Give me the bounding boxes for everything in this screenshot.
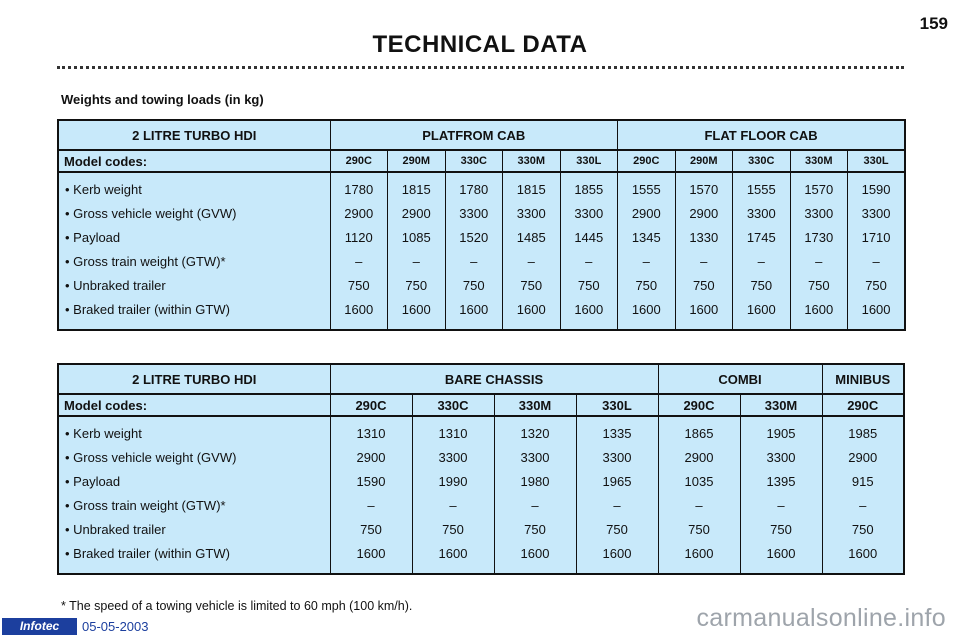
- table-cell: –: [733, 249, 791, 273]
- table-cell: –: [330, 493, 412, 517]
- table-cell: 1745: [733, 225, 791, 249]
- print-date: 05-05-2003: [82, 619, 149, 634]
- table-cell: 1520: [445, 225, 503, 249]
- table-cell: –: [658, 493, 740, 517]
- table-cell: 2900: [330, 445, 412, 469]
- table-row: [58, 517, 904, 541]
- table-cell: 1710: [848, 225, 906, 249]
- row-label: • Gross train weight (GTW)*: [65, 497, 226, 513]
- table-cell: 2900: [675, 201, 733, 225]
- table-cell: 1600: [560, 297, 618, 330]
- table-cell: 1335: [576, 416, 658, 445]
- table-cell: 750: [733, 273, 791, 297]
- brand-logo: Infotec: [2, 618, 77, 635]
- table-cell: 2900: [618, 201, 676, 225]
- table-cell: 1855: [560, 172, 618, 201]
- table-cell: –: [494, 493, 576, 517]
- table-cell: 1865: [658, 416, 740, 445]
- model-code: 290C: [618, 150, 676, 172]
- model-code: 330C: [412, 394, 494, 416]
- table-cell: 750: [330, 273, 388, 297]
- model-codes-label: Model codes:: [58, 150, 330, 172]
- model-code: 330C: [445, 150, 503, 172]
- table-cell: 3300: [412, 445, 494, 469]
- table-row: [58, 225, 905, 249]
- table-cell: 750: [658, 517, 740, 541]
- table-cell: 3300: [576, 445, 658, 469]
- table-cell: 1965: [576, 469, 658, 493]
- table-cell: 1600: [822, 541, 904, 574]
- table-cell: 1600: [388, 297, 446, 330]
- footnote: * The speed of a towing vehicle is limited to 60 mph (100 km/h).: [61, 599, 413, 613]
- row-label: • Unbraked trailer: [65, 521, 166, 537]
- table-cell: 1330: [675, 225, 733, 249]
- table-cell: 1570: [675, 172, 733, 201]
- table-cell: 750: [675, 273, 733, 297]
- table-cell: 1600: [503, 297, 561, 330]
- model-code: 290C: [822, 394, 904, 416]
- table-cell: 750: [412, 517, 494, 541]
- table-cell: 1730: [790, 225, 848, 249]
- table-cell: 1600: [848, 297, 906, 330]
- table-row: [58, 249, 905, 273]
- table-row: [58, 273, 905, 297]
- model-code: 290C: [330, 150, 388, 172]
- model-code: 290C: [658, 394, 740, 416]
- section-heading: Weights and towing loads (in kg): [61, 92, 264, 107]
- row-label: • Braked trailer (within GTW): [65, 545, 230, 561]
- table-cell: 1570: [790, 172, 848, 201]
- group-header-bare-chassis: BARE CHASSIS: [330, 364, 658, 394]
- table-cell: 3300: [560, 201, 618, 225]
- table-cell: 1600: [445, 297, 503, 330]
- model-code: 290M: [388, 150, 446, 172]
- table-cell: 1600: [675, 297, 733, 330]
- table-cell: 1990: [412, 469, 494, 493]
- table-cell: 750: [330, 517, 412, 541]
- table-cell: 1035: [658, 469, 740, 493]
- weights-table-cab: [57, 119, 906, 331]
- weights-table-chassis: [57, 363, 905, 575]
- page-number: 159: [919, 14, 948, 33]
- table-cell: 750: [790, 273, 848, 297]
- table-cell: 1320: [494, 416, 576, 445]
- table-cell: 3300: [848, 201, 906, 225]
- table-cell: 1980: [494, 469, 576, 493]
- model-code: 330C: [733, 150, 791, 172]
- table-cell: 750: [503, 273, 561, 297]
- table-cell: 1445: [560, 225, 618, 249]
- table-cell: 3300: [503, 201, 561, 225]
- table-cell: 750: [576, 517, 658, 541]
- row-label: • Kerb weight: [65, 181, 142, 197]
- table-row: [58, 201, 905, 225]
- table-cell: 1120: [330, 225, 388, 249]
- model-code: 330M: [494, 394, 576, 416]
- table-cell: 750: [740, 517, 822, 541]
- table-cell: –: [412, 493, 494, 517]
- table-cell: –: [388, 249, 446, 273]
- table-cell: –: [330, 249, 388, 273]
- table-cell: –: [848, 249, 906, 273]
- table-cell: –: [503, 249, 561, 273]
- table-header-row: [58, 364, 904, 394]
- table-cell: 750: [560, 273, 618, 297]
- row-label: • Gross train weight (GTW)*: [65, 253, 226, 269]
- table-cell: 750: [388, 273, 446, 297]
- table-cell: 2900: [822, 445, 904, 469]
- table-cell: 3300: [494, 445, 576, 469]
- table-cell: 3300: [790, 201, 848, 225]
- group-header-flat-floor-cab: FLAT FLOOR CAB: [618, 120, 906, 150]
- table-cell: 1600: [658, 541, 740, 574]
- table-cell: 750: [618, 273, 676, 297]
- table-cell: 1310: [330, 416, 412, 445]
- model-code: 330M: [740, 394, 822, 416]
- table-cell: 1310: [412, 416, 494, 445]
- table-row: [58, 469, 904, 493]
- row-label: • Payload: [65, 229, 121, 245]
- table-cell: –: [675, 249, 733, 273]
- table-row: [58, 445, 904, 469]
- table-cell: 1345: [618, 225, 676, 249]
- table-cell: 1780: [330, 172, 388, 201]
- row-label: • Unbraked trailer: [65, 277, 166, 293]
- table-cell: 750: [494, 517, 576, 541]
- model-codes-row: [58, 150, 905, 172]
- table-cell: –: [740, 493, 822, 517]
- table-cell: 1600: [330, 297, 388, 330]
- table-cell: 1600: [412, 541, 494, 574]
- table-cell: 3300: [445, 201, 503, 225]
- page-title: TECHNICAL DATA: [372, 31, 588, 58]
- table-cell: 915: [822, 469, 904, 493]
- table-cell: 1085: [388, 225, 446, 249]
- model-codes-label: Model codes:: [58, 394, 330, 416]
- group-header-platform-cab: PLATFROM CAB: [330, 120, 618, 150]
- table-cell: 3300: [740, 445, 822, 469]
- table-cell: 2900: [658, 445, 740, 469]
- table-cell: 1600: [330, 541, 412, 574]
- model-code: 330M: [790, 150, 848, 172]
- table-cell: 1905: [740, 416, 822, 445]
- table-cell: 750: [822, 517, 904, 541]
- row-label: • Braked trailer (within GTW): [65, 301, 230, 317]
- model-code: 290M: [675, 150, 733, 172]
- table-cell: 1600: [576, 541, 658, 574]
- table-row: [58, 416, 904, 445]
- table-cell: 1600: [790, 297, 848, 330]
- table-cell: –: [618, 249, 676, 273]
- title-dotted-rule: [57, 66, 904, 69]
- table-cell: 1815: [503, 172, 561, 201]
- row-label: • Gross vehicle weight (GVW): [65, 205, 237, 221]
- table-row: [58, 541, 904, 574]
- group-header-combi: COMBI: [658, 364, 822, 394]
- table-cell: 1600: [733, 297, 791, 330]
- watermark: carmanualsonline.info: [696, 604, 946, 632]
- table-cell: 2900: [330, 201, 388, 225]
- model-code: 290C: [330, 394, 412, 416]
- table-cell: –: [576, 493, 658, 517]
- model-code: 330L: [576, 394, 658, 416]
- row-label: • Kerb weight: [65, 425, 142, 441]
- table-cell: 1780: [445, 172, 503, 201]
- row-label: • Gross vehicle weight (GVW): [65, 449, 237, 465]
- table-cell: 1600: [494, 541, 576, 574]
- table-cell: 750: [848, 273, 906, 297]
- table-cell: –: [445, 249, 503, 273]
- table-cell: 1600: [618, 297, 676, 330]
- row-label: • Payload: [65, 473, 121, 489]
- table-cell: –: [560, 249, 618, 273]
- table-cell: 1815: [388, 172, 446, 201]
- engine-header: 2 LITRE TURBO HDI: [132, 127, 257, 143]
- model-code: 330M: [503, 150, 561, 172]
- table-cell: 1395: [740, 469, 822, 493]
- table-cell: 1985: [822, 416, 904, 445]
- model-codes-row: [58, 394, 904, 416]
- table-cell: –: [790, 249, 848, 273]
- group-header-minibus: MINIBUS: [822, 364, 904, 394]
- table-cell: 2900: [388, 201, 446, 225]
- engine-header: 2 LITRE TURBO HDI: [132, 371, 257, 387]
- table-cell: 1485: [503, 225, 561, 249]
- table-cell: 3300: [733, 201, 791, 225]
- table-row: [58, 493, 904, 517]
- table-cell: 1590: [848, 172, 906, 201]
- table-cell: 1555: [733, 172, 791, 201]
- table-header-row: [58, 120, 905, 150]
- table-row: [58, 297, 905, 330]
- model-code: 330L: [560, 150, 618, 172]
- model-code: 330L: [848, 150, 906, 172]
- table-cell: 1555: [618, 172, 676, 201]
- table-row: [58, 172, 905, 201]
- table-cell: 1600: [740, 541, 822, 574]
- table-cell: –: [822, 493, 904, 517]
- table-cell: 750: [445, 273, 503, 297]
- table-cell: 1590: [330, 469, 412, 493]
